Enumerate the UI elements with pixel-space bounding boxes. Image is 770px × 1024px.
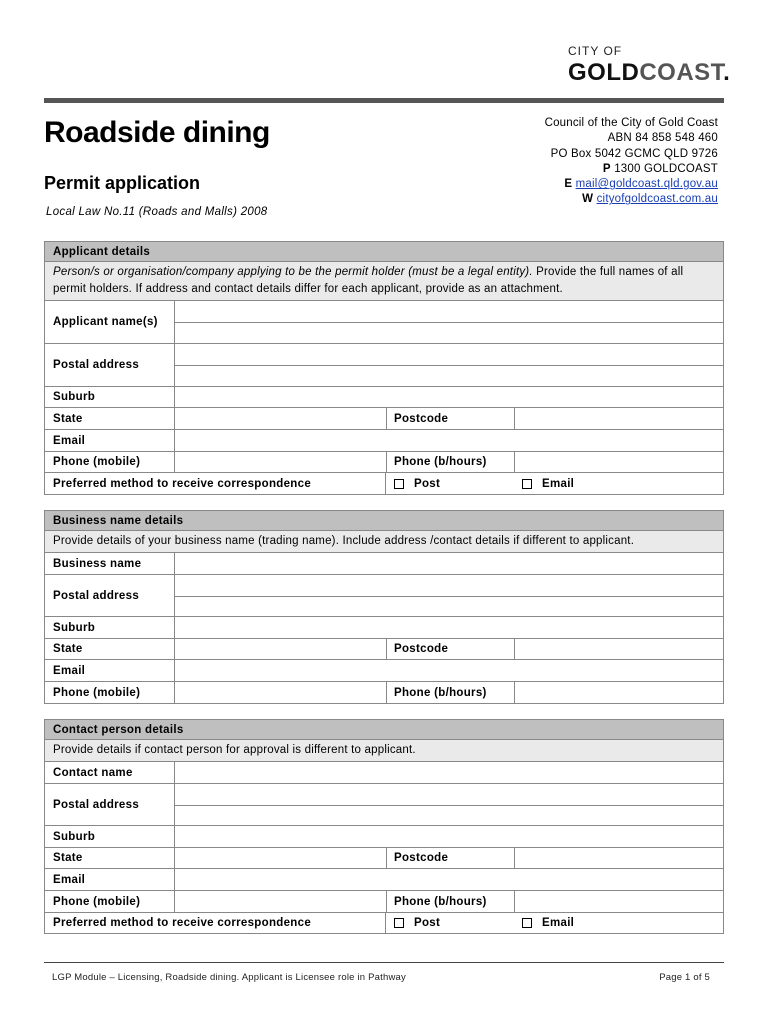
field-label: Postal address bbox=[45, 575, 175, 616]
field-label: Phone (mobile) bbox=[45, 682, 175, 703]
preferred-method-row bbox=[45, 913, 723, 934]
email-row bbox=[45, 430, 723, 452]
checkbox-icon[interactable] bbox=[394, 918, 404, 928]
postal-address-row bbox=[45, 784, 723, 826]
email-field[interactable] bbox=[175, 660, 723, 681]
applicant-name-field[interactable] bbox=[175, 301, 723, 343]
field-label: Postal address bbox=[45, 784, 175, 825]
postal-address-field[interactable] bbox=[175, 575, 723, 616]
checkbox-icon[interactable] bbox=[522, 918, 532, 928]
phone-hours-label: Phone (b/hours) bbox=[386, 452, 515, 472]
footer-divider bbox=[44, 962, 724, 963]
option-label: Post bbox=[414, 917, 441, 929]
option-email[interactable] bbox=[522, 913, 574, 933]
business-name-field[interactable] bbox=[175, 553, 723, 574]
web-label: W bbox=[582, 193, 594, 206]
section-heading: Business name details bbox=[44, 510, 724, 531]
field-label: Suburb bbox=[45, 617, 175, 638]
state-row bbox=[45, 848, 723, 869]
logo-mark: . bbox=[723, 59, 731, 86]
postal-address-field[interactable] bbox=[175, 344, 723, 386]
section-heading: Applicant details bbox=[44, 241, 724, 262]
field-label: Business name bbox=[45, 553, 175, 574]
council-po-box: PO Box 5042 GCMC QLD 9726 bbox=[550, 147, 718, 160]
desc-italic: Person/s or organisation/company applying to be the permit holder (must be a legal entity). bbox=[53, 266, 533, 278]
suburb-field[interactable] bbox=[175, 617, 723, 638]
field-label: Email bbox=[45, 869, 175, 890]
option-label: Email bbox=[542, 917, 575, 929]
email-label: E bbox=[564, 178, 573, 191]
field-label: Suburb bbox=[45, 826, 175, 847]
postal-address-field[interactable] bbox=[175, 784, 723, 825]
state-field[interactable] bbox=[175, 639, 384, 659]
phone-hours-label: Phone (b/hours) bbox=[386, 682, 515, 703]
option-post[interactable] bbox=[394, 473, 440, 494]
checkbox-icon[interactable] bbox=[522, 479, 532, 489]
option-label: Post bbox=[414, 477, 441, 490]
suburb-row bbox=[45, 617, 723, 639]
phone-mobile-field[interactable] bbox=[175, 452, 384, 472]
phone-hours-field[interactable] bbox=[516, 452, 723, 472]
field-label: Applicant name(s) bbox=[45, 301, 175, 343]
phone-hours-field[interactable] bbox=[516, 891, 723, 912]
council-web bbox=[545, 192, 718, 207]
option-post[interactable] bbox=[394, 913, 440, 933]
page-title: Roadside dining bbox=[44, 116, 270, 149]
postcode-label: Postcode bbox=[386, 408, 515, 429]
council-phone bbox=[545, 162, 718, 177]
postcode-field[interactable] bbox=[516, 408, 723, 429]
logo-gold: GOLD bbox=[568, 59, 640, 86]
checkbox-icon[interactable] bbox=[394, 479, 404, 489]
phone-hours-field[interactable] bbox=[516, 682, 723, 703]
section-description: Provide details of your business name (trading name). Include address /contact details if different to applicant. bbox=[44, 531, 724, 553]
desc-rest: Provide the full names of all permit holders. If address and contact details differ for each applicant, provide as an attachment. bbox=[53, 266, 684, 295]
state-field[interactable] bbox=[175, 408, 384, 429]
email-field[interactable] bbox=[175, 430, 723, 451]
applicant-details-section bbox=[44, 241, 724, 495]
phone-row bbox=[45, 452, 723, 473]
suburb-row bbox=[45, 826, 723, 848]
postcode-field[interactable] bbox=[516, 848, 723, 868]
state-row bbox=[45, 408, 723, 430]
email-field[interactable] bbox=[175, 869, 723, 890]
field-label: State bbox=[45, 848, 175, 868]
header-divider bbox=[44, 98, 724, 103]
field-label: Phone (mobile) bbox=[45, 891, 175, 912]
page-number: Page 1 of 5 bbox=[659, 972, 710, 983]
state-row bbox=[45, 639, 723, 660]
logo-city-of: CITY OF bbox=[568, 44, 623, 58]
option-email[interactable] bbox=[522, 473, 574, 494]
field-label: Preferred method to receive correspondence bbox=[45, 913, 386, 933]
suburb-field[interactable] bbox=[175, 387, 723, 407]
email-link[interactable]: mail@goldcoast.qld.gov.au bbox=[575, 178, 718, 191]
contact-name-field[interactable] bbox=[175, 762, 723, 783]
field-label: Suburb bbox=[45, 387, 175, 407]
section-heading: Contact person details bbox=[44, 719, 724, 740]
phone-hours-label: Phone (b/hours) bbox=[386, 891, 515, 912]
phone-row bbox=[45, 891, 723, 913]
field-label: Postal address bbox=[45, 344, 175, 386]
business-details-section bbox=[44, 510, 724, 704]
local-law-reference: Local Law No.11 (Roads and Malls) 2008 bbox=[46, 206, 268, 218]
postal-address-row bbox=[45, 344, 723, 387]
council-abn: ABN 84 858 548 460 bbox=[607, 132, 718, 145]
applicant-name-row bbox=[45, 301, 723, 344]
phone-row bbox=[45, 682, 723, 704]
phone-label: P bbox=[602, 162, 611, 175]
footer-module-text: LGP Module – Licensing, Roadside dining. Applicant is Licensee role in Pathway bbox=[52, 972, 406, 983]
logo-coast: COAST bbox=[639, 59, 724, 86]
phone-value: 1300 GOLDCOAST bbox=[614, 162, 718, 175]
email-row bbox=[45, 660, 723, 682]
phone-mobile-field[interactable] bbox=[175, 682, 384, 703]
city-logo bbox=[568, 44, 731, 86]
postcode-field[interactable] bbox=[516, 639, 723, 659]
logo-wordmark bbox=[568, 59, 731, 86]
phone-mobile-field[interactable] bbox=[175, 891, 384, 912]
contact-details-section bbox=[44, 719, 724, 934]
web-link[interactable]: cityofgoldcoast.com.au bbox=[596, 193, 718, 206]
field-label: Phone (mobile) bbox=[45, 452, 175, 472]
contact-name-row bbox=[45, 762, 723, 784]
field-label: State bbox=[45, 639, 175, 659]
postcode-label: Postcode bbox=[386, 639, 515, 659]
postal-address-row bbox=[45, 575, 723, 617]
section-description: Provide details if contact person for approval is different to applicant. bbox=[44, 740, 724, 762]
suburb-field[interactable] bbox=[175, 826, 723, 847]
field-label: State bbox=[45, 408, 175, 429]
council-name: Council of the City of Gold Coast bbox=[544, 117, 718, 129]
state-field[interactable] bbox=[175, 848, 384, 868]
suburb-row bbox=[45, 387, 723, 408]
page-subtitle: Permit application bbox=[44, 173, 201, 193]
council-contact-block bbox=[545, 116, 718, 208]
preferred-method-row bbox=[45, 473, 723, 495]
council-email bbox=[545, 177, 718, 192]
email-row bbox=[45, 869, 723, 891]
option-label: Email bbox=[542, 477, 575, 490]
field-label: Email bbox=[45, 430, 175, 451]
section-description bbox=[44, 262, 724, 301]
field-label: Email bbox=[45, 660, 175, 681]
business-name-row bbox=[45, 553, 723, 575]
postcode-label: Postcode bbox=[386, 848, 515, 868]
field-label: Contact name bbox=[45, 762, 175, 783]
field-label: Preferred method to receive correspondence bbox=[45, 473, 386, 494]
